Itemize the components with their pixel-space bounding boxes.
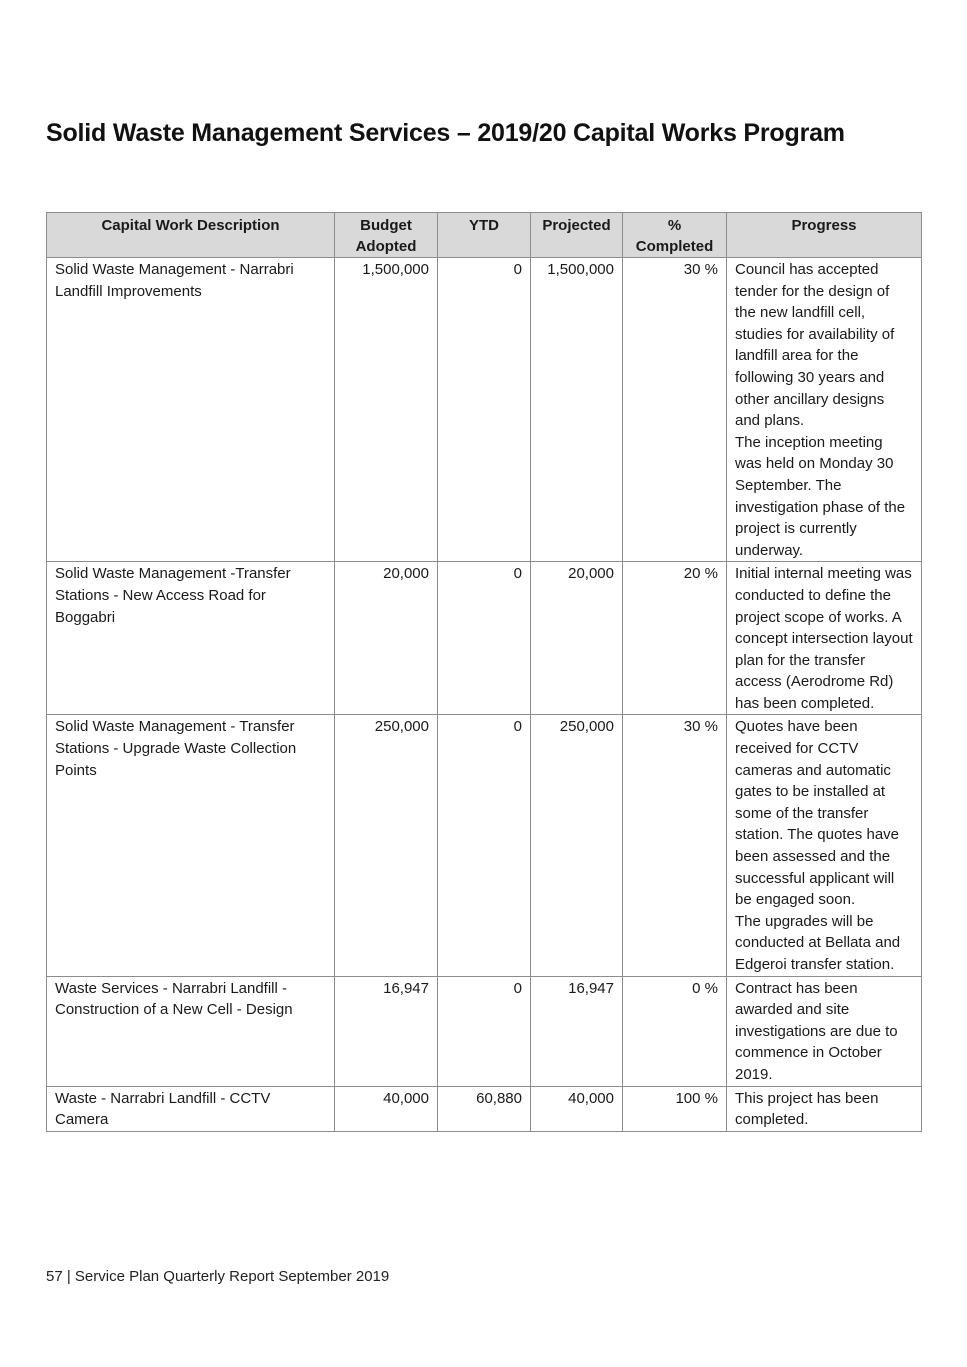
cell-description: Waste Services - Narrabri Landfill - Construction of a New Cell - Design (47, 976, 335, 1086)
cell-budget: 40,000 (335, 1086, 438, 1131)
progress-paragraph: This project has been completed. (735, 1089, 879, 1129)
cell-completed: 100 % (623, 1086, 727, 1131)
table-row (47, 258, 922, 562)
progress-paragraph: Contract has been awarded and site investigations are due to commence in October 2019. (735, 979, 898, 1083)
cell-budget: 20,000 (335, 562, 438, 715)
cell-description: Waste - Narrabri Landfill - CCTV Camera (47, 1086, 335, 1131)
cell-projected: 1,500,000 (531, 258, 623, 562)
cell-description: Solid Waste Management - Transfer Stations - Upgrade Waste Collection Points (47, 715, 335, 976)
progress-paragraph: Quotes have been received for CCTV cameras and automatic gates to be installed at some of the transfer station. The quotes have been assessed and the successful applicant will be engaged soon. (735, 718, 900, 909)
cell-budget: 16,947 (335, 976, 438, 1086)
header-ytd: YTD (438, 213, 531, 258)
page-footer: 57 | Service Plan Quarterly Report September 2019 (46, 1268, 390, 1285)
cell-completed: 0 % (623, 976, 727, 1086)
cell-progress (727, 715, 922, 976)
cell-progress (727, 562, 922, 715)
cell-progress (727, 1086, 922, 1131)
cell-completed: 30 % (623, 715, 727, 976)
progress-paragraph: Council has accepted tender for the design of the new landfill cell, studies for availability of landfill area for the following 30 years and other ancillary designs and plans. (735, 261, 895, 430)
table-body (47, 258, 922, 1132)
header-description: Capital Work Description (47, 213, 335, 258)
cell-budget: 250,000 (335, 715, 438, 976)
capital-works-table (46, 212, 922, 1132)
cell-ytd: 0 (438, 976, 531, 1086)
cell-projected: 40,000 (531, 1086, 623, 1131)
cell-ytd: 0 (438, 562, 531, 715)
progress-paragraph: Initial internal meeting was conducted to define the project scope of works. A concept intersection layout plan for the transfer access (Aerodrome Rd) has been completed. (735, 565, 913, 712)
table-row (47, 1086, 922, 1131)
cell-ytd: 0 (438, 715, 531, 976)
table-row (47, 562, 922, 715)
table-header-row (47, 213, 922, 258)
cell-progress (727, 976, 922, 1086)
header-budget: Budget Adopted (335, 213, 438, 258)
header-progress: Progress (727, 213, 922, 258)
cell-projected: 250,000 (531, 715, 623, 976)
table-row (47, 976, 922, 1086)
cell-completed: 20 % (623, 562, 727, 715)
cell-budget: 1,500,000 (335, 258, 438, 562)
header-completed: % Completed (623, 213, 727, 258)
table-row (47, 715, 922, 976)
cell-projected: 16,947 (531, 976, 623, 1086)
page-title: Solid Waste Management Services – 2019/20 Capital Works Program (46, 119, 845, 147)
cell-description: Solid Waste Management -Transfer Stations - New Access Road for Boggabri (47, 562, 335, 715)
header-projected: Projected (531, 213, 623, 258)
cell-ytd: 60,880 (438, 1086, 531, 1131)
cell-description: Solid Waste Management - Narrabri Landfill Improvements (47, 258, 335, 562)
cell-progress (727, 258, 922, 562)
progress-paragraph: The inception meeting was held on Monday 30 September. The investigation phase of the project is currently underway. (735, 433, 906, 559)
cell-completed: 30 % (623, 258, 727, 562)
progress-paragraph: The upgrades will be conducted at Bellata and Edgeroi transfer station. (735, 912, 901, 973)
cell-projected: 20,000 (531, 562, 623, 715)
cell-ytd: 0 (438, 258, 531, 562)
